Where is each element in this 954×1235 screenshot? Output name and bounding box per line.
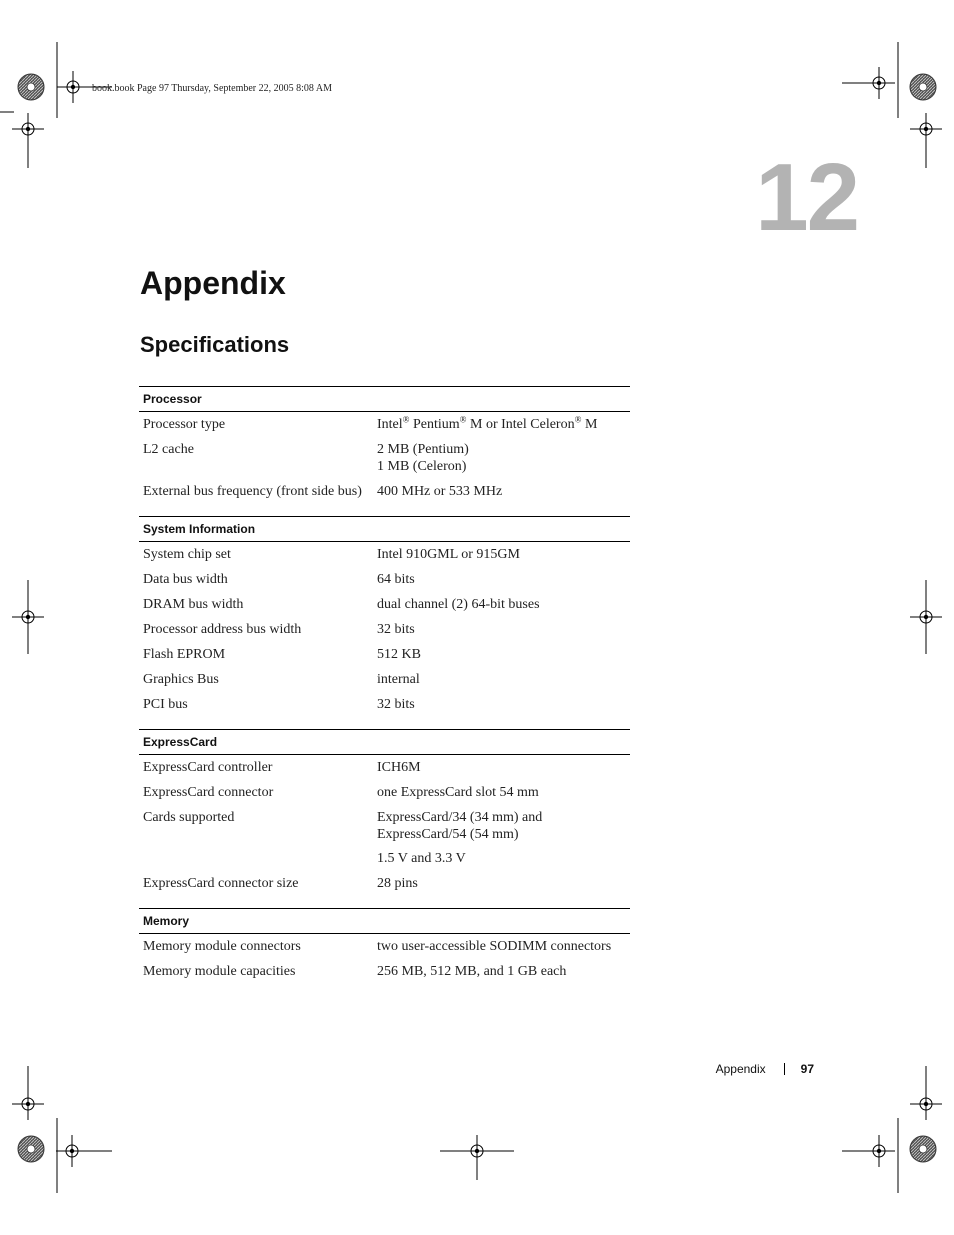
table-row [139,592,630,617]
table-group-heading [139,730,630,755]
spec-label: ExpressCard controller [143,760,273,775]
spec-label: Data bus width [143,572,228,587]
group-heading-label: Processor [139,387,630,412]
registered-mark: ® [574,414,582,425]
table-group-heading [139,387,630,412]
spec-value: 400 MHz or 533 MHz [377,484,503,499]
print-header: book.book Page 97 Thursday, September 22, 2005 8:08 AM [92,83,332,94]
group-spacer [139,504,630,517]
table-row [139,412,630,438]
table-row [139,780,630,805]
table-row [139,755,630,781]
spec-label: Processor address bus width [143,622,302,637]
table-row [139,479,630,504]
spec-value: two user-accessible SODIMM connectors [377,939,612,954]
spec-label: Cards supported [143,810,235,825]
spec-value: internal [377,672,420,687]
chapter-number: 12 [755,144,858,251]
spec-label: ExpressCard connector size [143,876,299,891]
value-line: ExpressCard/34 (34 mm) and [377,810,543,825]
spec-value: dual channel (2) 64-bit buses [377,597,540,612]
spec-label: L2 cache [143,442,194,457]
group-heading-label: System Information [139,517,630,542]
spec-label: DRAM bus width [143,597,244,612]
footer-separator [784,1063,785,1075]
table-row [139,567,630,592]
table-row [139,542,630,568]
spec-value: 28 pins [377,876,418,891]
table-row [139,437,630,479]
value-part: Pentium [409,417,460,432]
spec-value: 32 bits [377,622,415,637]
spec-value: 64 bits [377,572,415,587]
spec-value: 512 KB [377,647,421,662]
spec-label: PCI bus [143,697,188,712]
table-row [139,667,630,692]
table-row [139,642,630,667]
spec-label: Processor type [143,417,226,432]
spec-value [377,805,630,871]
table-row [139,805,630,871]
registered-mark: ® [459,414,467,425]
chapter-title: Appendix [140,265,286,301]
table-row [139,617,630,642]
group-spacer [139,896,630,909]
spec-label: Graphics Bus [143,672,219,687]
table-row [139,871,630,896]
specifications-table [139,386,630,984]
registered-mark: ® [402,414,410,425]
value-part: M [581,417,598,432]
value-part: M or Intel Celeron [466,417,575,432]
spec-value [377,412,630,438]
table-row [139,934,630,960]
spec-value: 256 MB, 512 MB, and 1 GB each [377,964,567,979]
group-heading-label: ExpressCard [139,730,630,755]
value-line: ExpressCard/54 (54 mm) [377,827,519,842]
table-row [139,959,630,984]
footer-section-name: Appendix [715,1062,766,1076]
table-row [139,692,630,717]
table-group-heading [139,909,630,934]
value-line: 1 MB (Celeron) [377,459,467,474]
value-line-extra: 1.5 V and 3.3 V [377,851,466,866]
spec-value [377,437,630,479]
spec-value: Intel 910GML or 915GM [377,547,520,562]
value-line: 2 MB (Pentium) [377,442,469,457]
spec-label: Memory module connectors [143,939,301,954]
spec-label: Flash EPROM [143,647,226,662]
section-title: Specifications [140,332,290,357]
spec-value: one ExpressCard slot 54 mm [377,785,539,800]
spec-label: System chip set [143,547,231,562]
group-spacer [139,717,630,730]
value-part: Intel [377,417,403,432]
spec-value: ICH6M [377,760,421,775]
page-footer [716,1062,814,1076]
table-group-heading [139,517,630,542]
group-heading-label: Memory [139,909,630,934]
spec-label: Memory module capacities [143,964,296,979]
page-number: 97 [800,1062,814,1076]
spec-label: External bus frequency (front side bus) [143,484,362,499]
spec-label: ExpressCard connector [143,785,274,800]
spec-value: 32 bits [377,697,415,712]
